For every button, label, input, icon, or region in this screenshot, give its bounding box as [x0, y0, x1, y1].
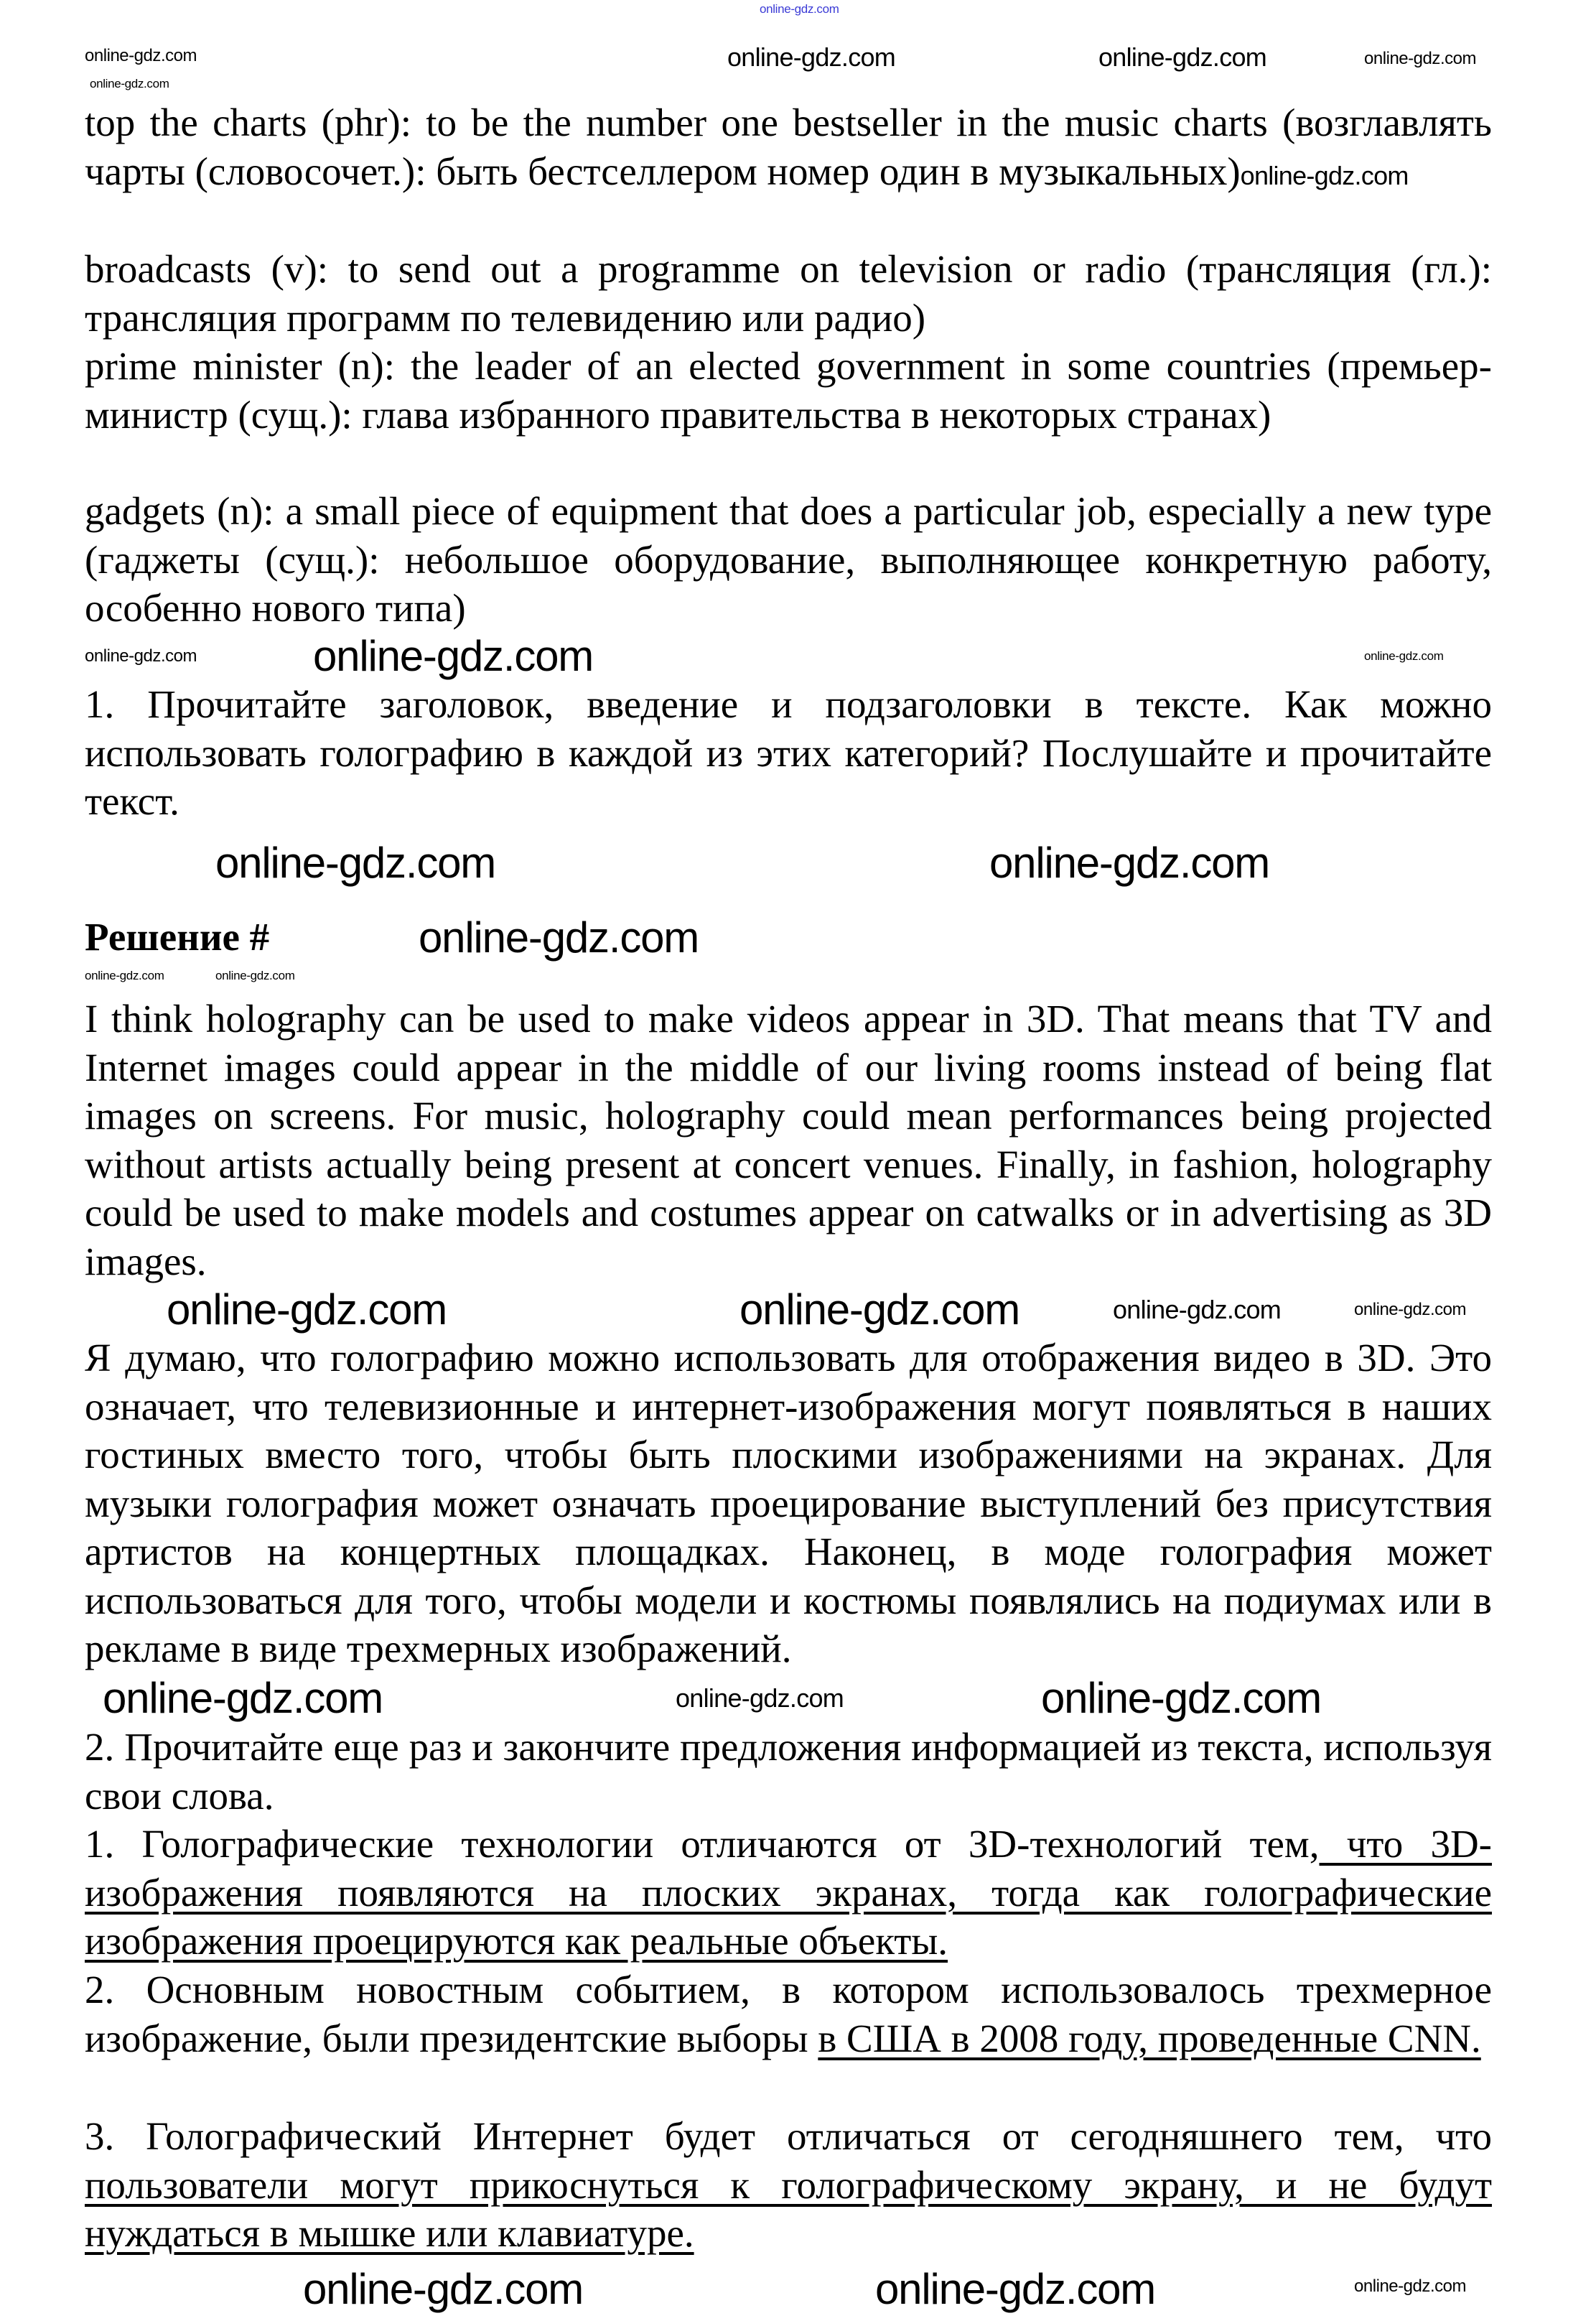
watermark: online-gdz.com [1364, 649, 1444, 663]
watermark: online-gdz.com [85, 46, 197, 65]
item-answer: что 3D-изображения появляются на плоских экранах, тогда как голографические изображения проецируются как реальные объекты. [85, 1822, 1492, 1963]
item-answer: в США в 2008 году, проведенные CNN. [818, 2016, 1481, 2060]
watermark: online-gdz.com [1113, 1295, 1282, 1324]
task-1: 1. Прочитайте заголовок, введение и подзаголовки в тексте. Как можно использовать голографию в каждой из этих категорий? Послушайте и прочитайте текст. [85, 682, 1492, 823]
item-answer: пользователи могут прикоснуться к голографическому экрану, и не будут нуждаться в мышке или клавиатуре. [85, 2162, 1492, 2255]
item-prompt: 3. Голографический Интернет будет отличаться от сегодняшнего тем, что [85, 2114, 1492, 2158]
task-2: 2. Прочитайте еще раз и закончите предложения информацией из текста, используя свои слова. [85, 1725, 1492, 1818]
watermark: online-gdz.com [215, 839, 496, 887]
watermark: online-gdz.com [1354, 1300, 1467, 1319]
answer-item-3 [85, 2112, 1492, 2258]
answer-russian: Я думаю, что голографию можно использовать для отображения видео в 3D. Это означает, что телевизионные и интернет-изображения могут появляться в наших гостиных вместо того, чтобы быть плоскими изображениями на экранах. Для музыки голография может означать проецирование выступлений без присутствия артистов на концертных площадках. Наконец, в моде голография может использоваться для того, чтобы модели и костюмы появлялись на подиумах или в рекламе в виде трехмерных изображений. [85, 1336, 1492, 1670]
item-prompt: 2. Основным новостным событием, в котором использовалось трехмерное изображение, были президентские выборы [85, 1968, 1492, 2060]
vocab-entry-top-the-charts [85, 98, 1492, 200]
watermark: online-gdz.com [875, 2265, 1156, 2313]
watermark: online-gdz.com [1041, 1674, 1322, 1722]
vocab-entry-prime-minister: prime minister (n): the leader of an elected government in some countries (премьер-министр (сущ.): глава избранного правительства в некоторых странах) [85, 344, 1492, 437]
watermark: online-gdz.com [989, 839, 1270, 887]
watermark: online-gdz.com [85, 969, 164, 982]
watermark: online-gdz.com [167, 1285, 447, 1334]
vocab-text: top the charts (phr): to be the number one bestseller in the music charts (возглавлять чарты (словосочет.): быть бестселлером номер один в музыкальных) [85, 101, 1492, 193]
watermark: online-gdz.com [313, 632, 594, 680]
watermark: online-gdz.com [1240, 160, 1409, 190]
watermark: online-gdz.com [215, 969, 295, 982]
watermark: online-gdz.com [739, 1285, 1020, 1334]
answer-english: I think holography can be used to make videos appear in 3D. That means that TV and Internet images could appear in the middle of our living rooms instead of being flat images on screens. For music, holography could mean performances being projected without artists actually being present at concert venues. Finally, in fashion, holography could be used to make models and costumes appear on catwalks or in advertising as 3D images. [85, 997, 1492, 1283]
answer-item-2 [85, 1966, 1492, 2062]
vocab-entry-gadgets: gadgets (n): a small piece of equipment that does a particular job, especially a new type (гаджеты (сущ.): небольшое оборудование, выполняющее конкретную работу, особенно нового типа) [85, 489, 1492, 630]
watermark: online-gdz.com [85, 646, 197, 666]
item-prompt: 1. Голографические технологии отличаются от 3D-технологий тем, [85, 1822, 1320, 1866]
watermark: online-gdz.com [419, 913, 699, 962]
watermark: online-gdz.com [90, 77, 169, 90]
watermark: online-gdz.com [1098, 42, 1267, 72]
watermark: online-gdz.com [676, 1683, 844, 1713]
watermark: online-gdz.com [1364, 49, 1477, 68]
watermark: online-gdz.com [727, 42, 896, 72]
answer-item-1 [85, 1820, 1492, 1966]
watermark: online-gdz.com [103, 1674, 383, 1722]
watermark: online-gdz.com [303, 2265, 584, 2313]
watermark: online-gdz.com [1354, 2276, 1467, 2296]
solution-heading: Решение # [85, 915, 270, 959]
vocab-entry-broadcasts: broadcasts (v): to send out a programme on television or radio (трансляция (гл.): трансляция программ по телевидению или радио) [85, 247, 1492, 340]
watermark: online-gdz.com [760, 2, 839, 16]
